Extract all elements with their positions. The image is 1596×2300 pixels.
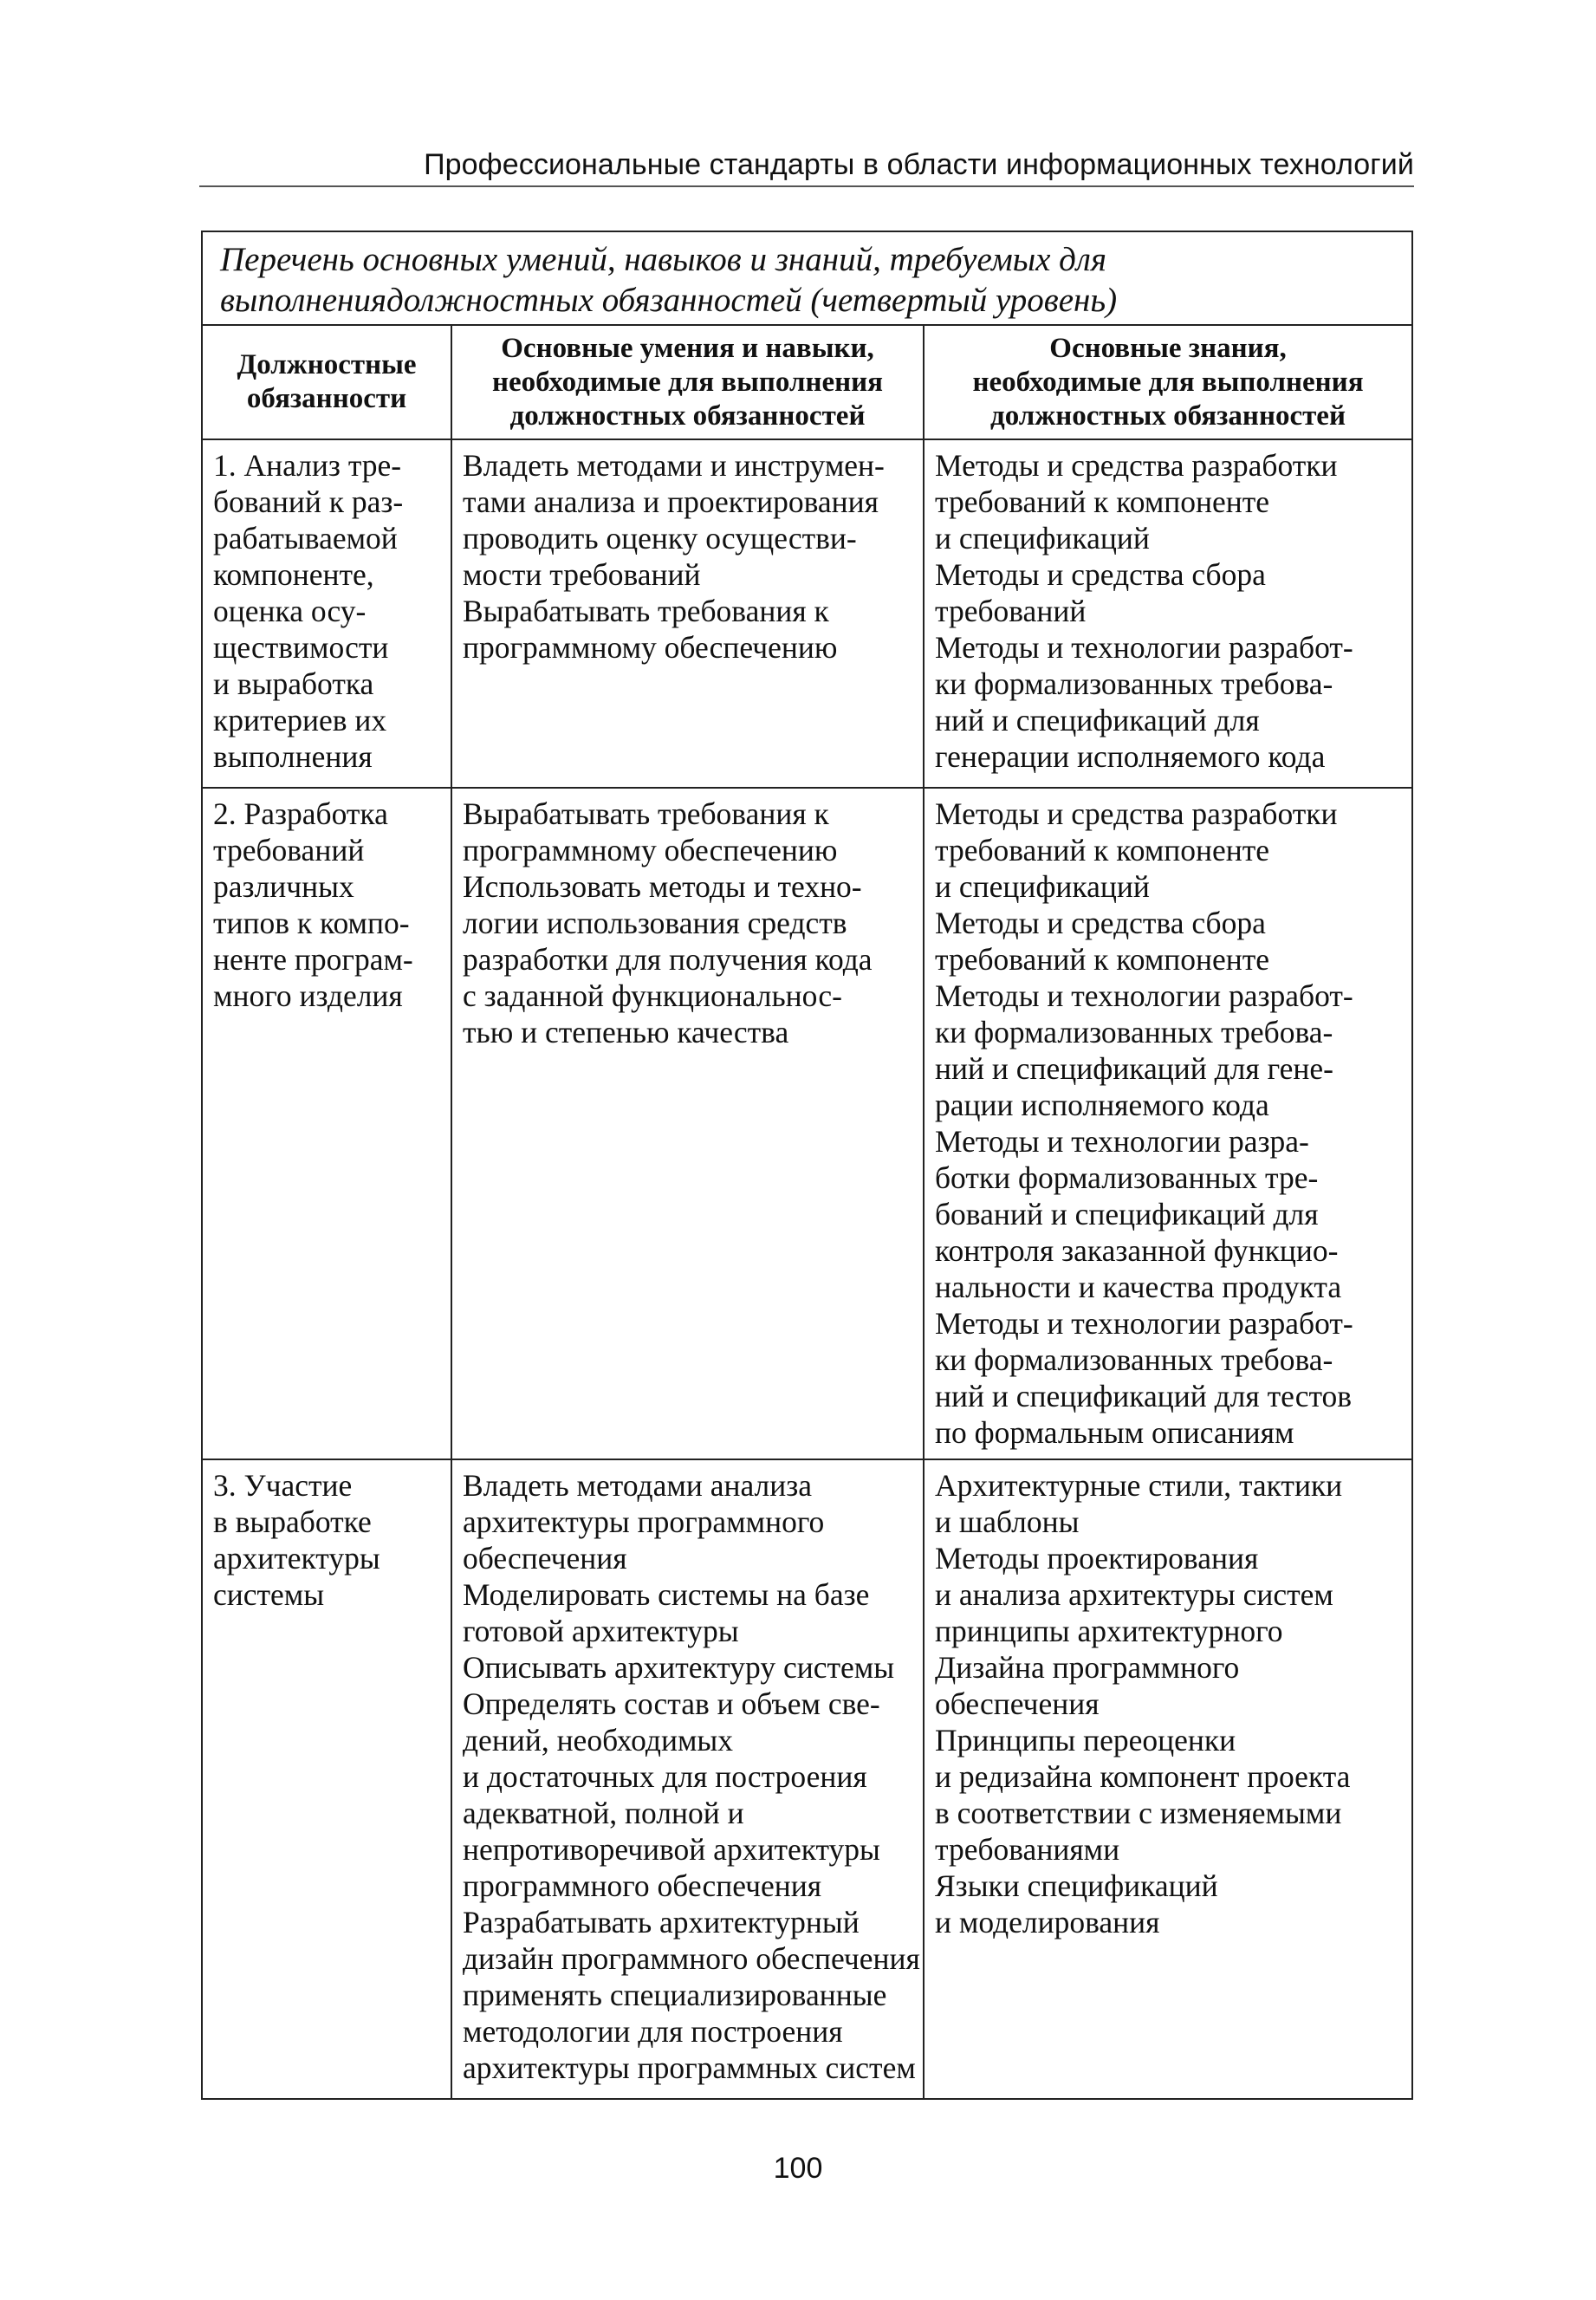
text-line: Владеть методами анализа	[463, 1468, 813, 1503]
page-number: 100	[773, 2152, 823, 2185]
text-line: компоненте,	[213, 557, 374, 592]
text-line: типов к компо-	[213, 906, 410, 940]
text-line: Методы и средства сбора	[935, 906, 1266, 940]
text-line: Владеть методами и инструмен-	[463, 448, 885, 483]
text-line: логии использования средств	[463, 906, 847, 940]
text-line: Методы и технологии разра-	[935, 1124, 1309, 1159]
text-line: много изделия	[213, 978, 403, 1013]
text-line: готовой архитектуры	[463, 1614, 739, 1648]
text-line: требований	[935, 594, 1087, 628]
text-line: программному обеспечению	[463, 630, 838, 665]
text-line: требований к компоненте	[935, 484, 1270, 519]
text-line: Вырабатывать требования к	[463, 594, 829, 628]
text-line: Описывать архитектуру системы	[463, 1650, 895, 1685]
text-line: критериев их	[213, 703, 387, 737]
text-line: ненте програм-	[213, 942, 413, 977]
text-line: Методы и технологии разработ-	[935, 1306, 1353, 1341]
duties-table	[201, 231, 1413, 2100]
running-header: Профессиональные стандарты в области информационных технологий	[424, 148, 1414, 181]
text-line: бований и спецификаций для	[935, 1197, 1319, 1231]
text-line: программного обеспечения	[463, 1868, 822, 1903]
skills-cell	[451, 788, 924, 1459]
text-line: методологии для построения	[463, 2014, 843, 2049]
text-line: архитектуры программных систем	[463, 2050, 916, 2085]
text-line: по формальным описаниям	[935, 1415, 1294, 1450]
text-line: программному обеспечению	[463, 833, 838, 867]
text-line: генерации исполняемого кода	[935, 739, 1326, 774]
text-line: тами анализа и проектирования	[463, 484, 879, 519]
header-knowledge	[924, 325, 1412, 439]
text-line: архитектуры программного	[463, 1504, 825, 1539]
text-line: должностных обязанностей	[990, 400, 1346, 432]
text-line: и редизайна компонент проекта	[935, 1759, 1351, 1794]
text-line: обеспечения	[935, 1686, 1100, 1721]
text-line: проводить оценку осуществи-	[463, 521, 857, 556]
text-line: ний и спецификаций для	[935, 703, 1260, 737]
text-line: Методы проектирования	[935, 1541, 1259, 1576]
text-line: выполнения	[213, 739, 373, 774]
text-line: тью и степенью качества	[463, 1015, 789, 1049]
text-line: необходимые для выполнения	[972, 366, 1364, 398]
text-line: ботки формализованных тре-	[935, 1160, 1319, 1195]
text-line: Методы и средства разработки	[935, 796, 1338, 831]
text-line: Языки спецификаций	[935, 1868, 1218, 1903]
text-line: Моделировать системы на базе	[463, 1577, 870, 1612]
skills-cell	[451, 439, 924, 788]
text-line: 1. Анализ тре-	[213, 448, 402, 483]
text-line: принципы архитектурного	[935, 1614, 1283, 1648]
caption-row	[202, 231, 1412, 325]
text-line: требований к компоненте	[935, 833, 1270, 867]
header-duties	[202, 325, 451, 439]
text-line: Методы и технологии разработ-	[935, 978, 1353, 1013]
text-line: требований	[213, 833, 365, 867]
table-row	[202, 1459, 1412, 2099]
text-line: требованиями	[935, 1832, 1120, 1867]
text-line: и спецификаций	[935, 521, 1150, 556]
text-line: ний и спецификаций для гене-	[935, 1051, 1333, 1086]
text-line: применять специализированные	[463, 1978, 887, 2012]
text-line: Методы и средства сбора	[935, 557, 1266, 592]
text-line: Должностные	[237, 349, 417, 380]
text-line: системы	[213, 1577, 325, 1612]
text-line: контроля заказанной функцио-	[935, 1233, 1339, 1268]
duty-cell	[202, 788, 451, 1459]
text-line: ки формализованных требова-	[935, 1015, 1333, 1049]
text-line: нальности и качества продукта	[935, 1270, 1342, 1304]
text-line: должностных обязанностей	[509, 400, 866, 432]
text-line: и шаблоны	[935, 1504, 1080, 1539]
knowledge-cell	[924, 788, 1412, 1459]
text-line: Основные знания,	[1049, 332, 1287, 364]
text-line: оценка осу-	[213, 594, 367, 628]
text-line: с заданной функциональнос-	[463, 978, 842, 1013]
text-line: бований к раз-	[213, 484, 404, 519]
table-row	[202, 439, 1412, 788]
text-line: дизайн программного обеспечения	[463, 1941, 920, 1976]
text-line: мости требований	[463, 557, 701, 592]
text-line: непротиворечивой архитектуры	[463, 1832, 880, 1867]
text-line: обязанности	[246, 383, 407, 414]
text-line: адекватной, полной и	[463, 1796, 744, 1830]
text-line: обеспечения	[463, 1541, 627, 1576]
duty-cell	[202, 1459, 451, 2099]
text-line: Основные умения и навыки,	[501, 332, 874, 364]
text-line: требований к компоненте	[935, 942, 1270, 977]
text-line: 2. Разработка	[213, 796, 388, 831]
table-row	[202, 788, 1412, 1459]
text-line: и достаточных для построения	[463, 1759, 867, 1794]
text-line: Методы и технологии разработ-	[935, 630, 1353, 665]
knowledge-cell	[924, 439, 1412, 788]
text-line: Определять состав и объем све-	[463, 1686, 880, 1721]
header-rule	[199, 185, 1414, 187]
text-line: и анализа архитектуры систем	[935, 1577, 1333, 1612]
skills-cell	[451, 1459, 924, 2099]
text-line: ки формализованных требова-	[935, 1342, 1333, 1377]
text-line: Вырабатывать требования к	[463, 796, 829, 831]
text-line: в соответствии с изменяемыми	[935, 1796, 1342, 1830]
text-line: ний и спецификаций для тестов	[935, 1379, 1353, 1413]
text-line: рации исполняемого кода	[935, 1088, 1269, 1122]
text-line: и моделирования	[935, 1905, 1160, 1939]
header-skills	[451, 325, 924, 439]
header-row	[202, 325, 1412, 439]
text-line: рабатываемой	[213, 521, 398, 556]
text-line: Принципы переоценки	[935, 1723, 1236, 1757]
text-line: и спецификаций	[935, 869, 1150, 904]
text-line: Архитектурные стили, тактики	[935, 1468, 1343, 1503]
duty-cell	[202, 439, 451, 788]
text-line: ки формализованных требова-	[935, 666, 1333, 701]
text-line: Методы и средства разработки	[935, 448, 1338, 483]
text-line: дений, необходимых	[463, 1723, 734, 1757]
text-line: различных	[213, 869, 354, 904]
knowledge-cell	[924, 1459, 1412, 2099]
text-line: в выработке	[213, 1504, 372, 1539]
text-line: разработки для получения кода	[463, 942, 873, 977]
text-line: Использовать методы и техно-	[463, 869, 862, 904]
text-line: 3. Участие	[213, 1468, 353, 1503]
text-line: архитектуры	[213, 1541, 380, 1576]
text-line: ществимости	[213, 630, 389, 665]
table-caption	[202, 231, 1412, 325]
text-line: Разрабатывать архитектурный	[463, 1905, 860, 1939]
text-line: и выработка	[213, 666, 374, 701]
text-line: Дизайна программного	[935, 1650, 1240, 1685]
text-line: Перечень основных умений, навыков и знаний, требуемых для выполнения	[220, 241, 1107, 319]
text-line: должностных обязанностей (четвертый уровень)	[386, 282, 1118, 319]
text-line: необходимые для выполнения	[491, 366, 884, 398]
